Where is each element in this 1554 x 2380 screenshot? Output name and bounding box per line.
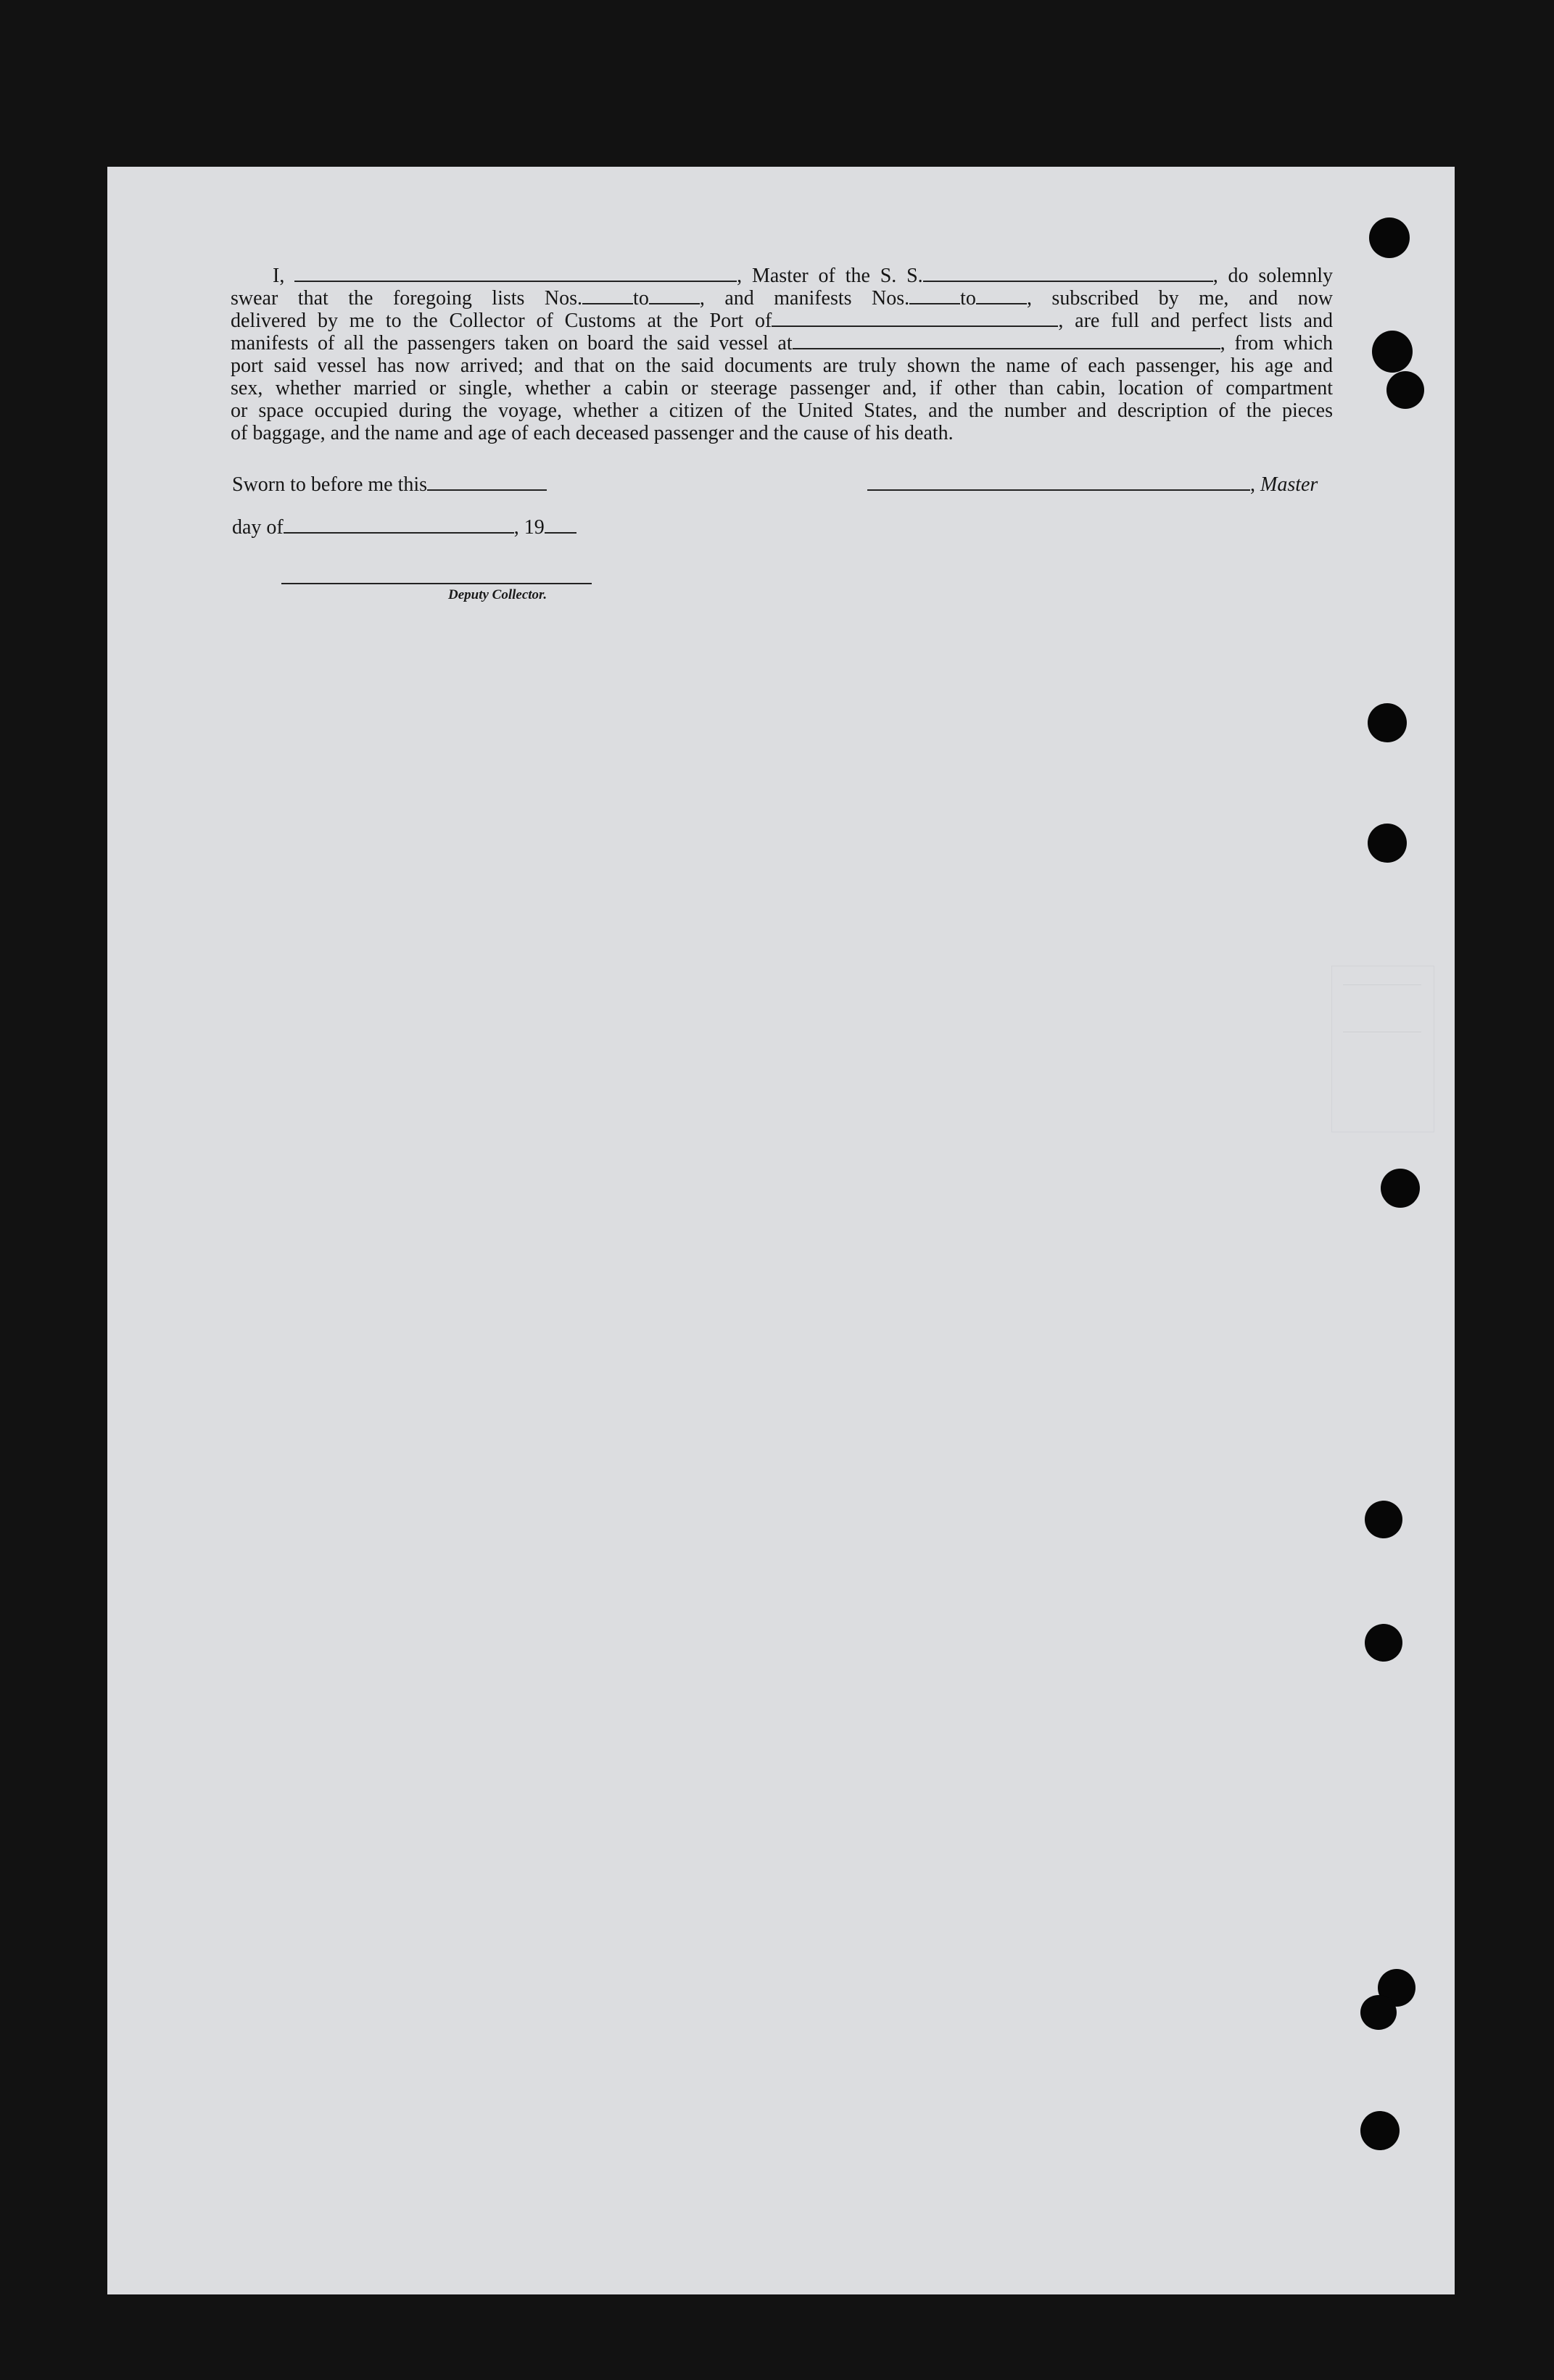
sworn-day-field[interactable] bbox=[427, 473, 547, 491]
master-signature-field[interactable] bbox=[867, 473, 1250, 491]
port-field[interactable] bbox=[772, 310, 1058, 327]
punch-hole bbox=[1369, 217, 1410, 258]
oath-text: , do solemnly bbox=[1212, 265, 1333, 287]
oath-text: manifests of all the passengers taken on board the said vessel at bbox=[231, 332, 793, 354]
punch-hole bbox=[1381, 1169, 1420, 1208]
oath-text: to bbox=[960, 287, 976, 310]
oath-text: swear that the foregoing lists Nos. bbox=[231, 287, 583, 310]
day-row bbox=[232, 516, 576, 539]
embark-port-field[interactable] bbox=[793, 332, 1220, 349]
punch-hole bbox=[1368, 703, 1407, 742]
deputy-signature-line[interactable] bbox=[281, 583, 592, 584]
master-comma: , bbox=[1250, 473, 1255, 496]
punch-hole bbox=[1368, 824, 1407, 863]
oath-line-4 bbox=[231, 332, 1333, 354]
year-prefix: , 19 bbox=[513, 516, 545, 539]
punch-hole bbox=[1360, 1995, 1397, 2030]
oath-text: , and manifests Nos. bbox=[699, 287, 910, 310]
master-name-field[interactable] bbox=[294, 265, 737, 282]
oath-text: delivered by me to the Collector of Customs at the Port of bbox=[231, 310, 772, 332]
manifests-to-field[interactable] bbox=[976, 287, 1027, 304]
punch-hole bbox=[1386, 371, 1424, 409]
manifests-from-field[interactable] bbox=[909, 287, 960, 304]
punch-hole bbox=[1372, 331, 1413, 373]
sworn-label: Sworn to before me this bbox=[232, 473, 428, 496]
stamp-rule bbox=[1343, 984, 1421, 1014]
oath-line-6: sex, whether married or single, whether a cabin or steerage passenger and, if other than cabin, location of compartment bbox=[231, 377, 1333, 399]
month-field[interactable] bbox=[284, 516, 514, 534]
oath-line-8: of baggage, and the name and age of each deceased passenger and the cause of his death. bbox=[231, 422, 954, 444]
year-field[interactable] bbox=[545, 516, 576, 534]
lists-from-field[interactable] bbox=[582, 287, 633, 304]
punch-hole bbox=[1365, 1501, 1402, 1538]
stamp-rule bbox=[1343, 1032, 1421, 1061]
ship-name-field[interactable] bbox=[923, 265, 1213, 282]
master-signature-row bbox=[867, 473, 1318, 497]
oath-line-3 bbox=[231, 310, 1333, 332]
oath-line-5: port said vessel has now arrived; and that on the said documents are truly shown the name of each passenger, his age and bbox=[231, 354, 1333, 377]
day-label: day of bbox=[232, 516, 284, 539]
oath-text: , subscribed by me, and now bbox=[1026, 287, 1333, 310]
punch-hole bbox=[1365, 1624, 1402, 1662]
oath-text: , are full and perfect lists and bbox=[1058, 310, 1333, 332]
oath-paragraph bbox=[231, 265, 1333, 444]
oath-text: I, bbox=[273, 265, 285, 287]
oath-text: , from which bbox=[1220, 332, 1333, 354]
deputy-collector-label: Deputy Collector. bbox=[448, 587, 547, 602]
sworn-row bbox=[232, 473, 547, 497]
faint-stamp-mark bbox=[1331, 966, 1434, 1132]
oath-line-2 bbox=[231, 287, 1333, 310]
oath-text: to bbox=[633, 287, 649, 310]
punch-hole bbox=[1360, 2111, 1400, 2150]
document-page bbox=[107, 167, 1455, 2294]
lists-to-field[interactable] bbox=[649, 287, 700, 304]
oath-text: , Master of the S. S. bbox=[737, 265, 923, 287]
oath-line-1 bbox=[231, 265, 1333, 287]
oath-line-7: or space occupied during the voyage, whether a citizen of the United States, and the number and description of the pieces bbox=[231, 399, 1333, 422]
master-label: Master bbox=[1260, 473, 1318, 496]
